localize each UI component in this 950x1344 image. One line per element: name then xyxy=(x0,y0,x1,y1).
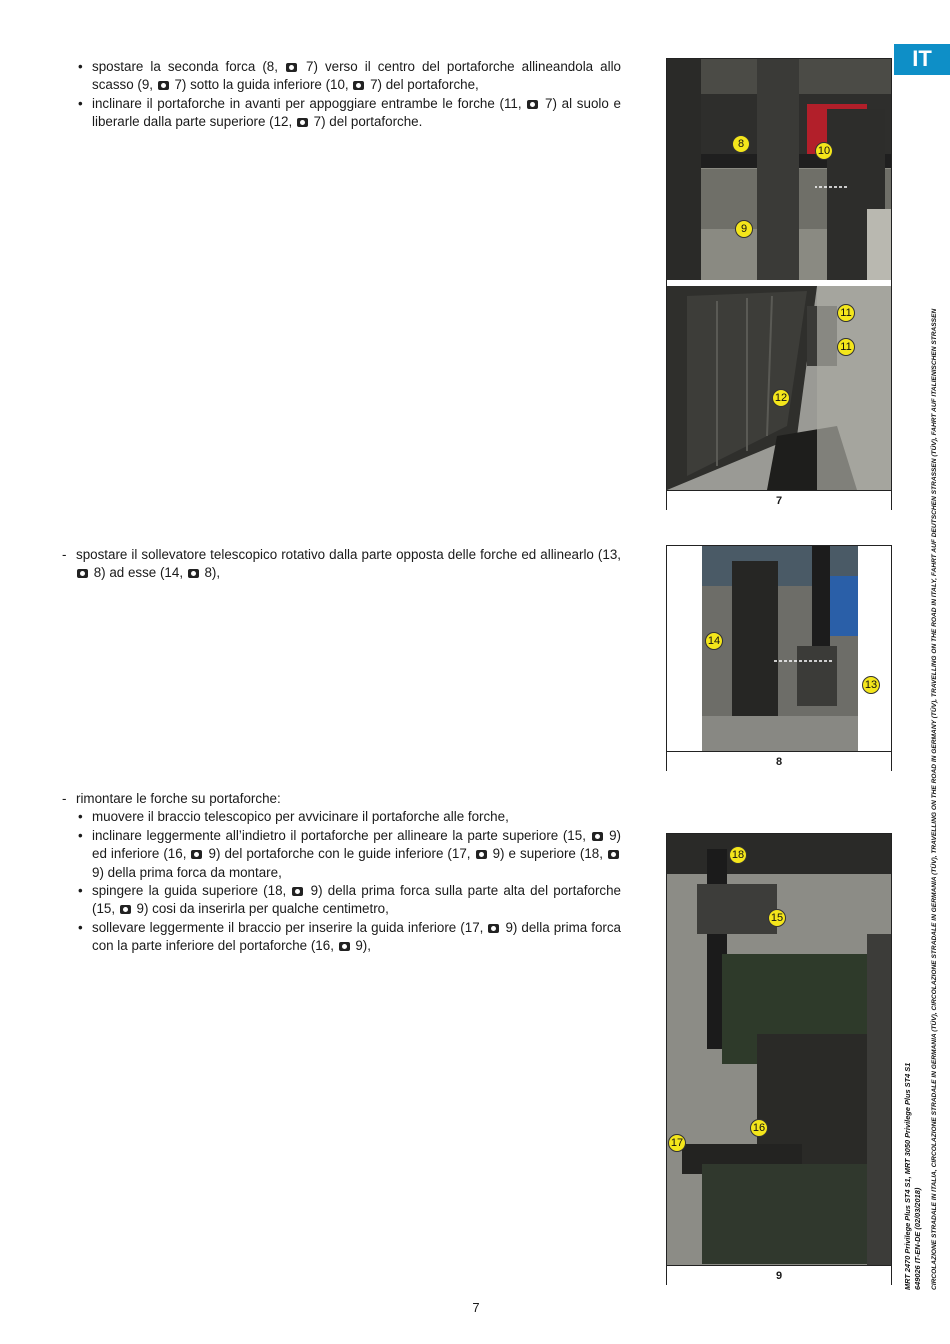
section1-text xyxy=(78,58,621,132)
section2-text xyxy=(62,546,621,583)
figure-9-caption: 9 xyxy=(667,1265,891,1285)
language-tab xyxy=(894,44,950,75)
section1-bullets xyxy=(78,58,621,132)
callout-11a: 11 xyxy=(837,304,855,322)
callout-17: 17 xyxy=(668,1134,686,1152)
figure-7-caption: 7 xyxy=(667,490,891,510)
side-line-model: MRT 2470 Privilege Plus ST4 S1, MRT 3050 Privilege Plus ST4 S1 xyxy=(903,1062,912,1290)
telehandler-alignment-photo xyxy=(702,546,858,751)
fork-remount-photo xyxy=(667,834,891,1265)
side-line-doc: 649026 IT-EN-DE (02/03/2018) xyxy=(913,1187,922,1290)
figure-8 xyxy=(666,545,892,771)
dash-item: - rimontare le forche su portaforche: xyxy=(62,790,621,808)
callout-16: 16 xyxy=(750,1119,768,1137)
figure-reference-icon xyxy=(286,63,297,72)
list-item: • inclinare leggermente all’indietro il portaforche per allineare la parte superiore (15, 9) ed inferiore (16, 9) del portaforche con le guide inferiore (17, 9) e superiore (18, 9) della prima forca da montare, xyxy=(78,827,621,882)
section3-text xyxy=(62,790,621,956)
callout-15: 15 xyxy=(768,909,786,927)
list-item: • inclinare il portaforche in avanti per appoggiare entrambe le forche (11, 7) al suolo e liberarle dalla parte superiore (12, 7) del portaforche. xyxy=(78,95,621,132)
figure-reference-icon xyxy=(188,569,199,578)
figure-reference-icon xyxy=(158,81,169,90)
figure-reference-icon xyxy=(339,942,350,951)
figure-7-photo-top xyxy=(667,59,891,280)
callout-12: 12 xyxy=(772,389,790,407)
side-line-title: CIRCOLAZIONE STRADALE IN ITALIA, CIRCOLAZIONE STRADALE IN GERMANIA (TÜV), CIRCOLAZIONE STRADALE IN GERMANIA (TÜV), TRAVELLING ON THE ROAD IN GERMANY (TÜV), TRAVELLING ON THE ROAD IN ITALY, FAHRT AUF DEUTSCHEN STRASSEN (TÜV), FAHRT AUF ITALIENISCHEN STRASSEN xyxy=(931,308,938,1290)
section3-bullets xyxy=(78,808,621,955)
figure-reference-icon xyxy=(77,569,88,578)
figure-9 xyxy=(666,833,892,1285)
figure-reference-icon xyxy=(488,924,499,933)
figure-reference-icon xyxy=(608,850,619,859)
dash-item: - spostare il sollevatore telescopico rotativo dalla parte opposta delle forche ed allinearlo (13, 8) ad esse (14, 8), xyxy=(62,546,621,583)
fork-carriage-photo xyxy=(667,59,891,280)
callout-14: 14 xyxy=(705,632,723,650)
figure-7-photo-bottom xyxy=(667,286,891,490)
figure-reference-icon xyxy=(527,100,538,109)
language-tab-label: IT xyxy=(912,46,932,71)
list-item: • sollevare leggermente il braccio per inserire la guida inferiore (17, 9) della prima forca con la parte inferiore del portaforche (16, 9), xyxy=(78,919,621,956)
figure-8-photo xyxy=(702,546,858,751)
forks-on-ground-photo xyxy=(667,286,891,490)
figure-reference-icon xyxy=(292,887,303,896)
figure-7 xyxy=(666,58,892,510)
callout-9: 9 xyxy=(735,220,753,238)
figure-reference-icon xyxy=(191,850,202,859)
callout-8: 8 xyxy=(732,135,750,153)
figure-reference-icon xyxy=(297,118,308,127)
callout-18: 18 xyxy=(729,846,747,864)
side-title-text xyxy=(930,308,940,1290)
list-item: • muovere il braccio telescopico per avvicinare il portaforche alle forche, xyxy=(78,808,621,826)
list-item: • spingere la guida superiore (18, 9) della prima forca sulla parte alta del portaforche (15, 9) cosi da inserirla per qualche centimetro, xyxy=(78,882,621,919)
callout-10: 10 xyxy=(815,142,833,160)
figure-reference-icon xyxy=(592,832,603,841)
callout-13: 13 xyxy=(862,676,880,694)
page-number: 7 xyxy=(472,1300,480,1315)
list-item: • spostare la seconda forca (8, 7) verso il centro del portaforche allineandola allo scasso (9, 7) sotto la guida inferiore (10, 7) del portaforche, xyxy=(78,58,621,95)
figure-8-caption: 8 xyxy=(667,751,891,771)
callout-11b: 11 xyxy=(837,338,855,356)
figure-reference-icon xyxy=(120,905,131,914)
figure-reference-icon xyxy=(353,81,364,90)
figure-reference-icon xyxy=(476,850,487,859)
figure-9-photo xyxy=(667,834,891,1265)
side-footer-text xyxy=(903,570,923,1290)
